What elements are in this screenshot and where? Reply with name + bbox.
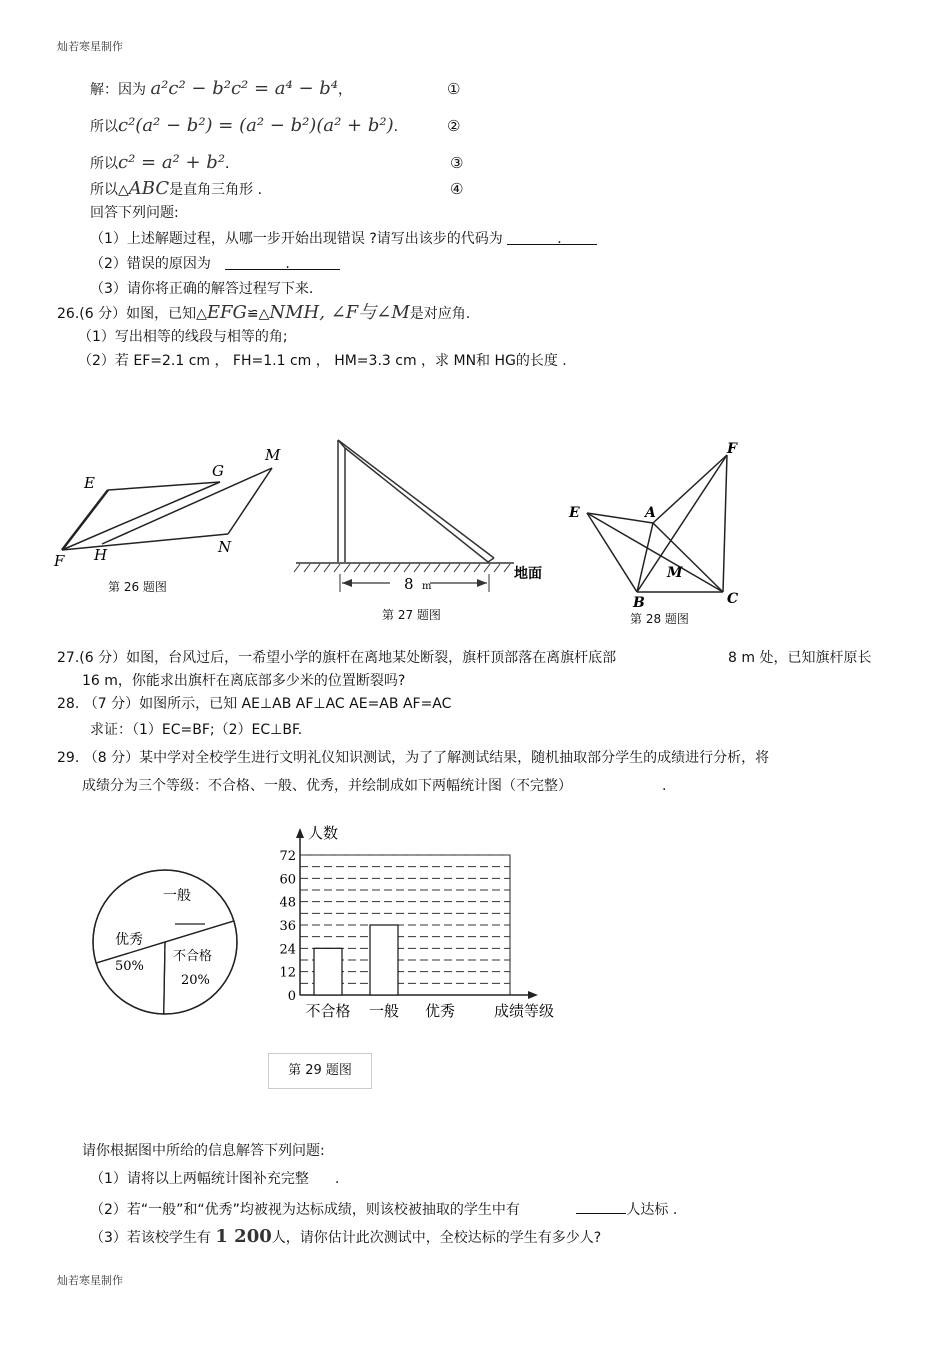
q25-mark1: ① [447, 80, 461, 98]
fig28-label-b: B [633, 595, 645, 610]
fig28-caption: 第 28 题图 [630, 612, 689, 626]
fig26-label-e: E [84, 474, 95, 492]
fig26-label-h: H [94, 546, 108, 564]
q25-sub2-blank[interactable]: . [225, 255, 340, 270]
q29-intro: 请你根据图中所给的信息解答下列问题: [82, 1143, 325, 1159]
bar-ytick-label: 72 [279, 849, 296, 864]
q29-stem2-end: . [662, 778, 667, 794]
fig27-unit: m [422, 581, 432, 592]
q25-mark4: ④ [450, 180, 464, 198]
pie-slice-excellent [93, 870, 234, 963]
pie-label-fail: 不合格 [173, 949, 213, 964]
pie-slice-average [164, 921, 237, 1014]
q25-step1: 解：因为 a²c² − b²c² = a⁴ − b⁴， [90, 78, 352, 99]
fig28-label-m: M [667, 565, 683, 581]
q25-sub2: （2）错误的原因为 . [90, 255, 340, 273]
fig26-label-n: N [218, 538, 232, 556]
q28-prove: 求证：（1）EC=BF;（2）EC⊥BF. [90, 722, 303, 738]
q29-sub3: （3）若该校学生有 1 200人，请你估计此次测试中，全校达标的学生有多少人? [90, 1226, 602, 1247]
bar-0 [314, 948, 342, 995]
fig28-label-e: E [569, 505, 580, 521]
bar-x-arrow [528, 991, 538, 999]
bar-1 [370, 925, 398, 995]
q27-stem-right: 8 m 处，已知旗杆原长 [728, 650, 872, 666]
q25-step3-math: c² = a² + b² [118, 152, 226, 173]
q29-sub2: （2）若“一般”和“优秀”均被视为达标成绩，则该校被抽取的学生中有 人达标 . [90, 1199, 677, 1219]
fig26-diagram [50, 440, 295, 580]
q29-sub1: （1）请将以上两幅统计图补充完整 . [90, 1171, 340, 1187]
bar-chart [270, 820, 570, 1030]
fig28-diagram [565, 435, 755, 610]
q29-stem2: 成绩分为三个等级：不合格、一般、优秀，并绘制成如下两幅统计图（不完整） [82, 778, 572, 794]
q25-step1-math: a²c² − b²c² = a⁴ − b⁴ [150, 78, 338, 99]
bar-category-label: 不合格 [305, 1002, 351, 1020]
pie-slice-fail [96, 942, 165, 1014]
q28-stem: 28. （7 分）如图所示，已知 AE⊥AB AF⊥AC AE=AB AF=AC [57, 696, 452, 712]
bar-ylabel: 人数 [308, 824, 339, 842]
bar-xlabel: 成绩等级 [494, 1002, 555, 1020]
fig26-label-g: G [212, 462, 224, 480]
bar-ytick-label: 48 [279, 895, 296, 911]
fig29-caption: 第 29 题图 [268, 1053, 372, 1089]
q26-sub1: （1）写出相等的线段与相等的角; [78, 329, 288, 345]
q26-stem: 26.(6 分）如图，已知△EFG≌△NMH, ∠F与∠M是对应角. [57, 302, 471, 323]
fig27-caption: 第 27 题图 [382, 608, 441, 622]
fig26-label-m: M [265, 446, 281, 464]
q25-step2-math: c²(a² − b²) = (a² − b²)(a² + b²) [118, 115, 394, 136]
pie-label-average: 一般 [163, 888, 191, 904]
pie-label-excellent: 优秀 [115, 932, 143, 948]
q25-answer-intro: 回答下列问题: [90, 205, 179, 221]
fig27-ground: 地面 [514, 566, 542, 582]
q29-stem: 29. （8 分）某中学对全校学生进行文明礼仪知识测试，为了了解测试结果，随机抽取部分学生的成绩进行分析，将 [57, 750, 770, 766]
q25-sub1: （1）上述解题过程，从哪一步开始出现错误 ?请写出该步的代码为 . [90, 230, 597, 248]
fig26-label-f: F [54, 552, 65, 570]
q26-sub2: （2）若 EF=2.1 cm ， FH=1.1 cm ， HM=3.3 cm ，求 MN和 HG的长度 . [78, 353, 567, 369]
q29-sub2-blank[interactable] [576, 1199, 626, 1214]
fig28-label-a: A [645, 505, 656, 521]
q25-sub1-blank[interactable]: . [507, 230, 597, 245]
q25-step4-math: ABC [128, 178, 170, 199]
q27-stem2: 16 m，你能求出旗杆在离底部多少米的位置断裂吗? [82, 673, 406, 689]
bar-ytick-label: 60 [279, 872, 296, 888]
pie-pct-excellent: 50% [115, 959, 144, 974]
bar-category-label: 优秀 [424, 1002, 456, 1020]
pie-chart [85, 862, 245, 1022]
q29-sub3-num: 1 200 [215, 1226, 272, 1247]
q25-mark2: ② [447, 117, 461, 135]
bar-ytick-label: 12 [279, 965, 296, 981]
watermark-top: 灿若寒星制作 [57, 40, 123, 53]
bar-ytick-label: 24 [279, 942, 296, 958]
q25-mark3: ③ [450, 154, 464, 172]
watermark-bottom: 灿若寒星制作 [57, 1274, 123, 1287]
q25-step4: 所以△ABC是直角三角形 . [90, 178, 263, 199]
pie-pct-fail: 20% [181, 973, 210, 988]
fig27-diagram [290, 430, 560, 600]
q25-step2: 所以c²(a² − b²) = (a² − b²)(a² + b²). [90, 115, 399, 136]
fig28-label-c: C [727, 591, 739, 607]
bar-category-label: 一般 [368, 1002, 400, 1020]
q25-sub3: （3）请你将正确的解答过程写下来. [90, 281, 314, 297]
bar-ytick-label: 36 [279, 919, 296, 934]
fig26-caption: 第 26 题图 [108, 580, 167, 594]
bar-ytick-label: 0 [287, 989, 296, 1004]
fig28-label-f: F [727, 441, 737, 457]
q27-stem: 27.(6 分）如图，台风过后，一希望小学的旗杆在离地某处断裂，旗杆顶部落在离旗杆底部 [57, 650, 617, 666]
fig27-distance: 8 [404, 575, 414, 593]
bar-y-arrow [296, 828, 304, 838]
q25-step3: 所以c² = a² + b²． [90, 152, 240, 173]
